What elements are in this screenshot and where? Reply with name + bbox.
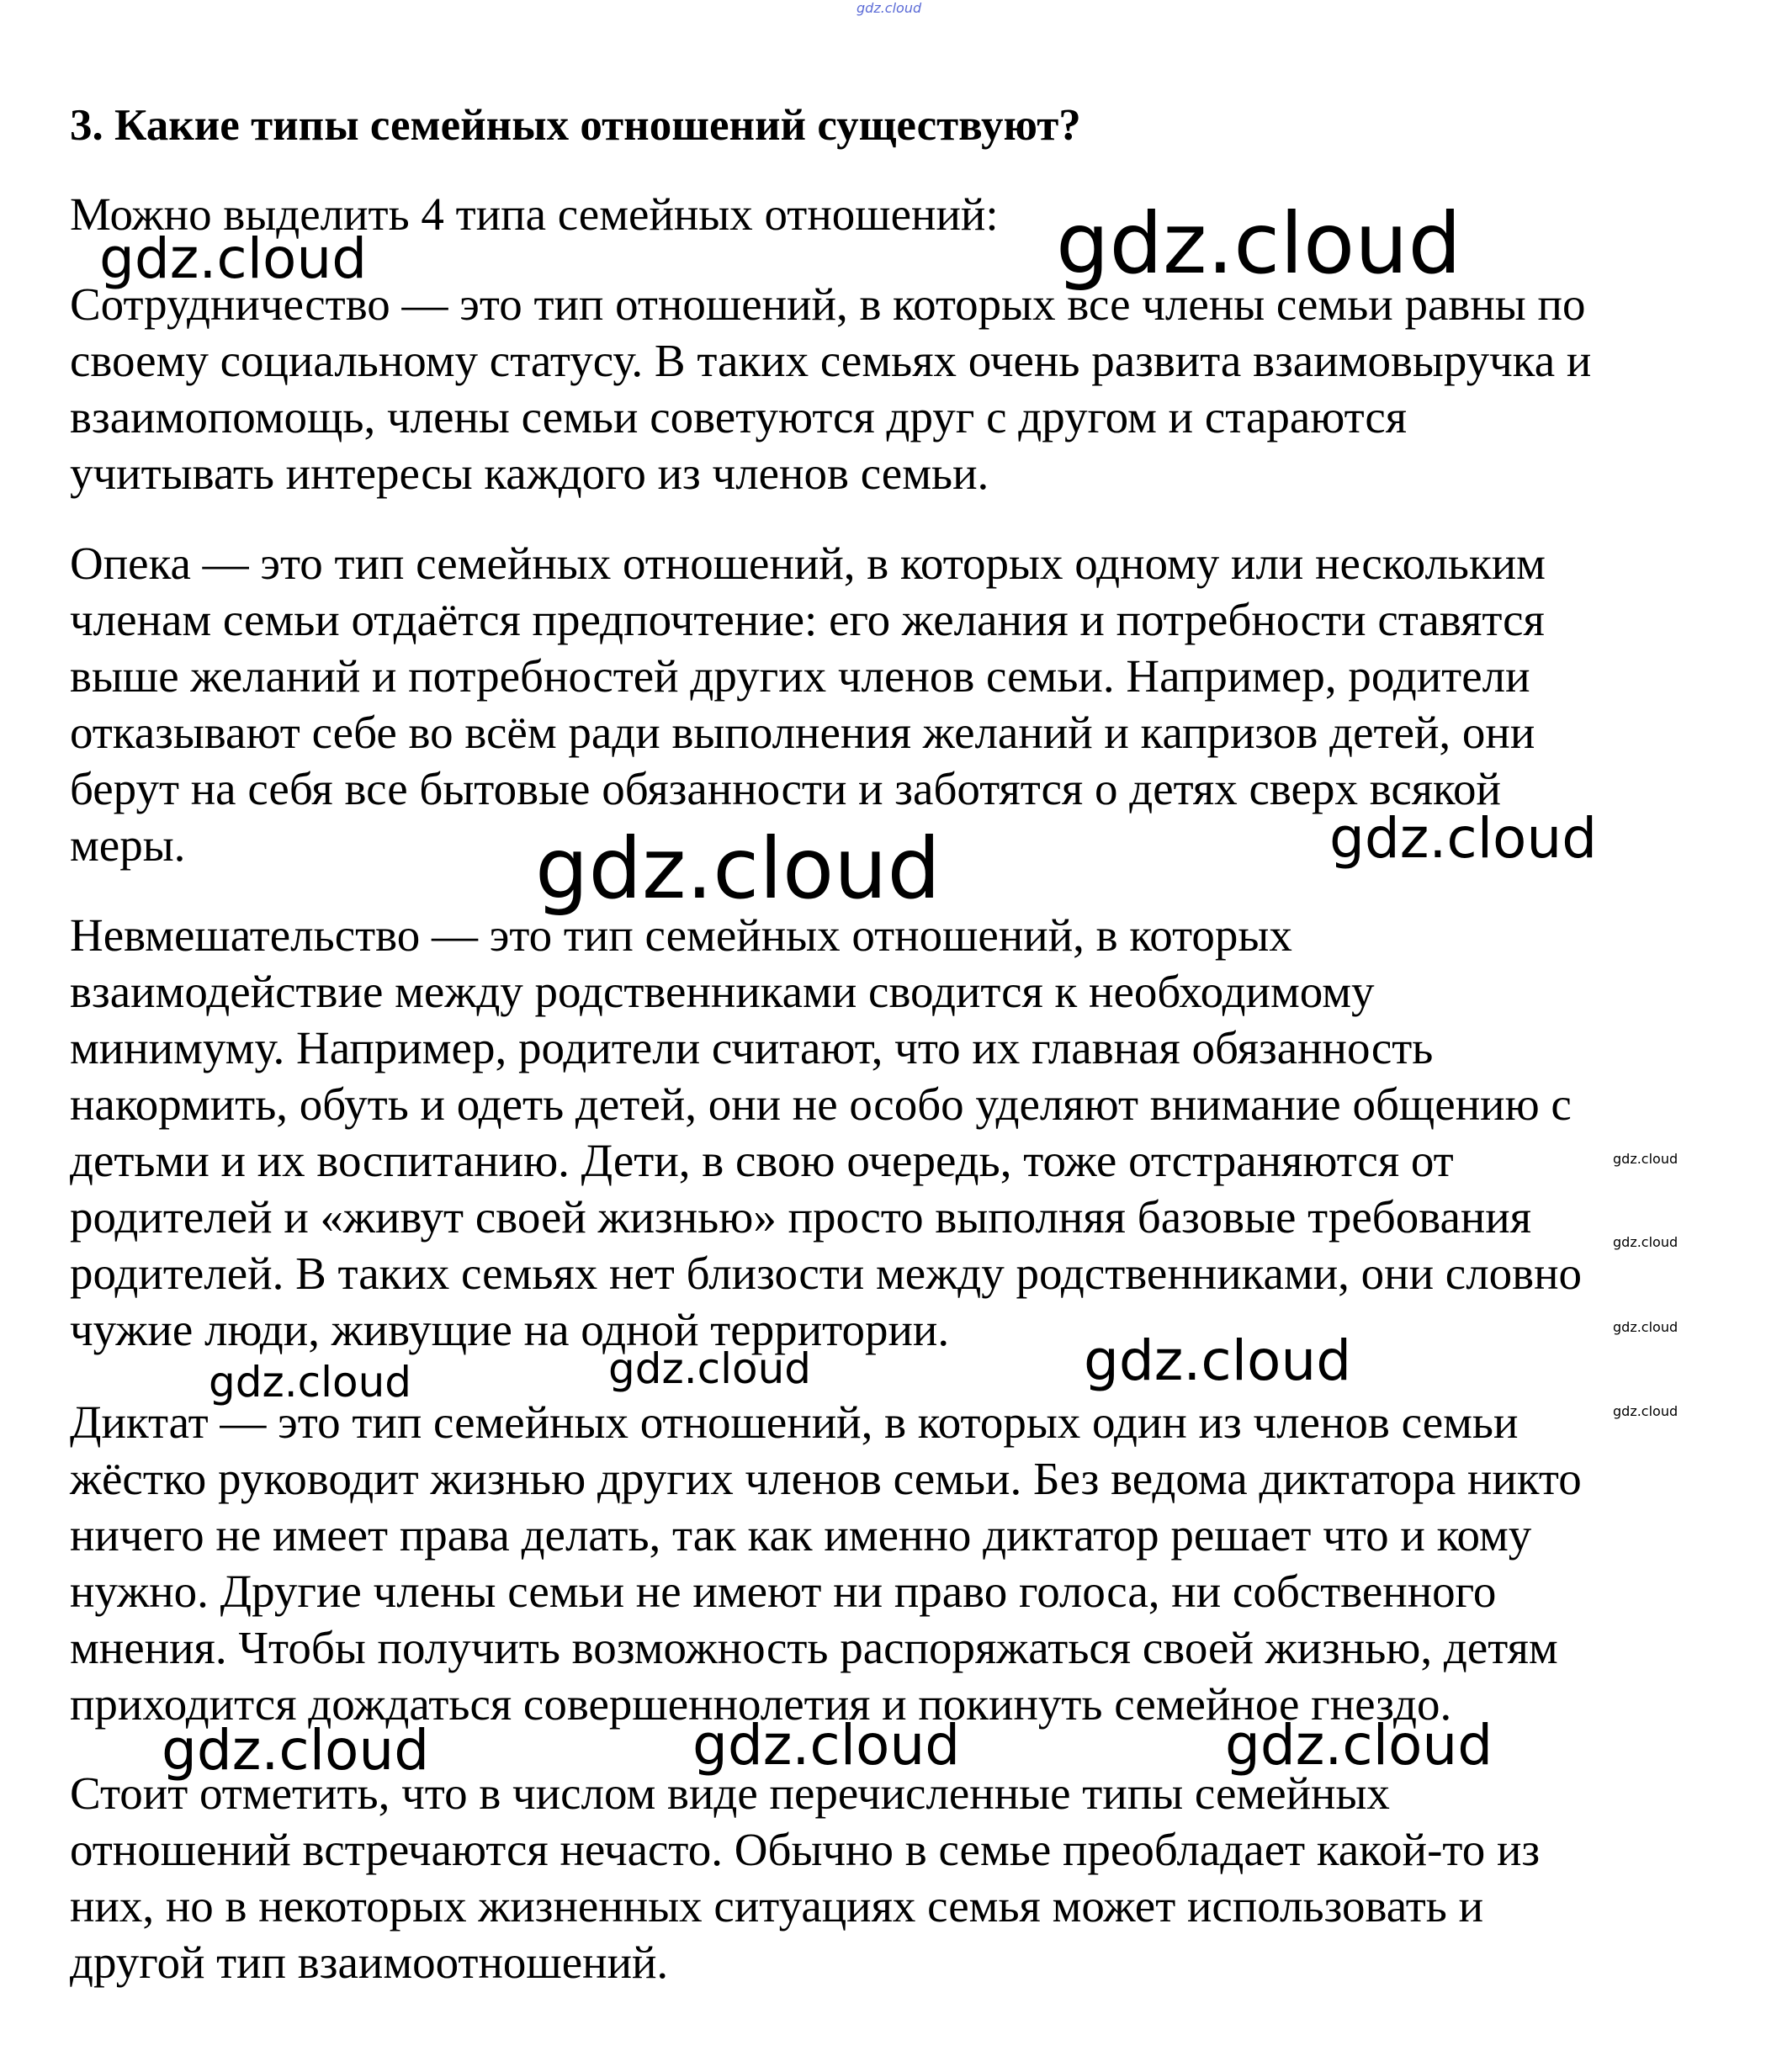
- watermark: gdz.cloud: [1329, 806, 1598, 871]
- paragraph-conclusion: Стоит отметить, что в числом виде перечисленные типы семейных отношений встречаются нечасто. Обычно в семье преобладает какой-то из них, но в некоторых жизненных ситуациях семья может использовать и другой тип взаимоотношений.: [70, 1767, 1541, 1988]
- question-title: 3. Какие типы семейных отношений существуют?: [70, 101, 1081, 150]
- watermark: gdz.cloud: [1225, 1713, 1493, 1778]
- watermark: gdz.cloud: [608, 1344, 812, 1393]
- watermark: gdz.cloud: [1084, 1328, 1352, 1393]
- answer-intro: Можно выделить 4 типа семейных отношений:: [70, 188, 999, 240]
- watermark: gdz.cloud: [692, 1713, 961, 1778]
- watermark: gdz.cloud: [1056, 194, 1462, 293]
- watermark: gdz.cloud: [209, 1358, 412, 1407]
- watermark: gdz.cloud: [1613, 1151, 1679, 1167]
- watermark: gdz.cloud: [162, 1718, 430, 1783]
- watermark: gdz.cloud: [1613, 1403, 1679, 1419]
- paragraph-non-interference: Невмешательство — это тип семейных отношений, в которых взаимодействие между родственниками сводится к необходимому минимуму. Например, родители считают, что их главная обязанность накормить, обуть и одеть детей, они не особо уделяют внимание общению с детьми и их воспитанию. Дети, в свою очередь, тоже отстраняются от родителей и «живут своей жизнью» просто выполняя базовые требования родителей. В таких семьях нет близости между родственниками, они словно чужие люди, живущие на одной территории.: [70, 909, 1583, 1355]
- watermark: gdz.cloud: [99, 226, 368, 291]
- watermark: gdz.cloud: [1613, 1319, 1679, 1335]
- paragraph-dictate: Диктат — это тип семейных отношений, в которых один из членов семьи жёстко руководит жизнью других членов семьи. Без ведома диктатора никто ничего не имеет права делать, так как именно диктатор решает что и кому нужно. Другие члены семьи не имеют ни право голоса, ни собственного мнения. Чтобы получить возможность распоряжаться своей жизнью, детям приходится дождаться совершеннолетия и покинуть семейное гнездо.: [70, 1396, 1582, 1730]
- paragraph-guardianship: Опека — это тип семейных отношений, в которых одному или нескольким членам семьи отдаётся предпочтение: его желания и потребности ставятся выше желаний и потребностей других членов семьи. Например, родители отказывают себе во всём ради выполнения желаний и капризов детей, они берут на себя все бытовые обязанности и заботятся о детях сверх всякой меры.: [70, 538, 1546, 871]
- watermark-top: gdz.cloud: [857, 0, 922, 16]
- watermark: gdz.cloud: [1613, 1234, 1679, 1250]
- watermark: gdz.cloud: [535, 819, 941, 918]
- paragraph-cooperation: Сотрудничество — это тип отношений, в которых все члены семьи равны по своему социальному статусу. В таких семьях очень развита взаимовыручка и взаимопомощь, члены семьи советуются друг с другом и стараются учитывать интересы каждого из членов семьи.: [70, 278, 1592, 499]
